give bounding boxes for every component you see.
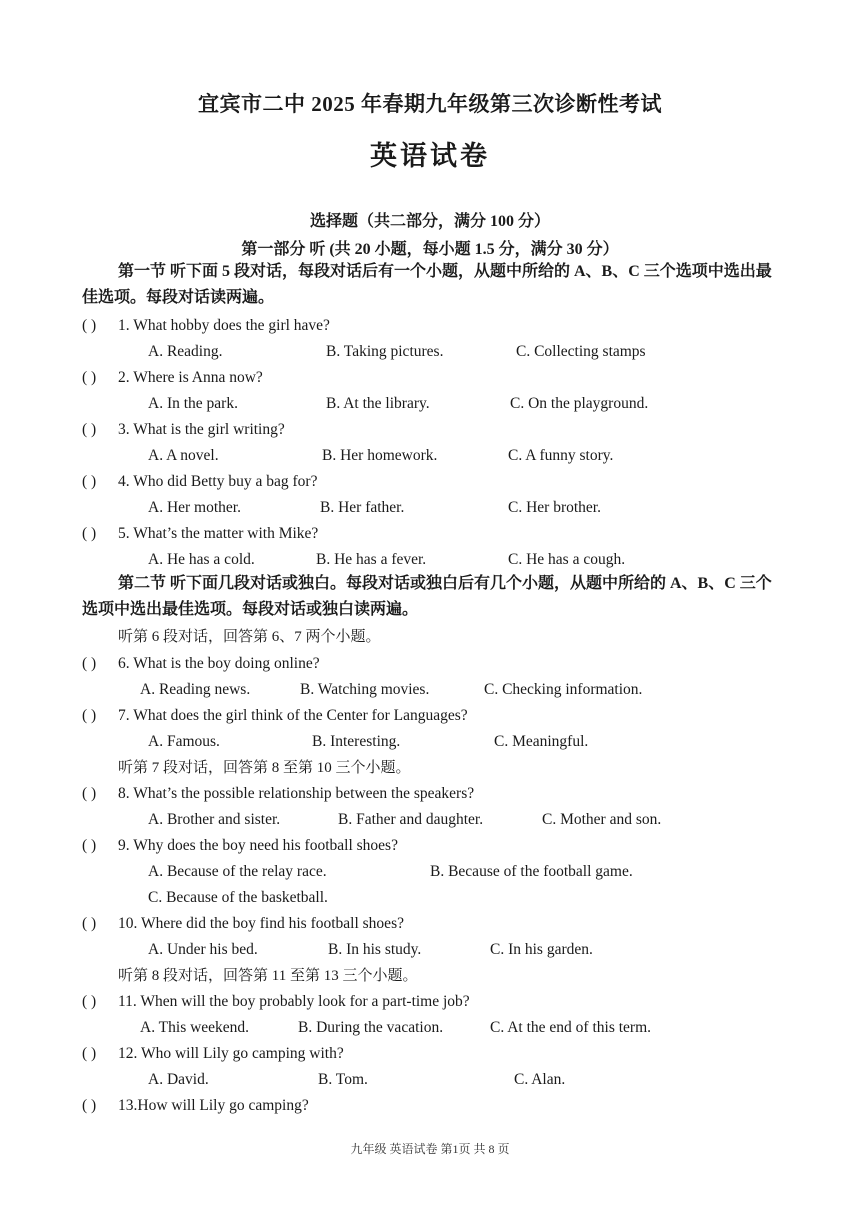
answer-blank: ( ) (82, 993, 97, 1010)
option-b: B. Taking pictures. (326, 343, 444, 360)
section1-instruction: 第一节 听下面 5 段对话，每段对话后有一个小题，从题中所给的 A、B、C 三个选项中选出最佳选项。每段对话读两遍。 (82, 263, 772, 306)
question-8 (82, 784, 474, 804)
option-a: A. David. (148, 1071, 209, 1088)
option-b: B. Watching movies. (300, 681, 430, 698)
option-c: C. On the playground. (510, 395, 649, 412)
question-2 (82, 368, 263, 388)
option-a: A. Brother and sister. (148, 811, 281, 828)
option-a: A. This weekend. (140, 1019, 250, 1036)
answer-blank: ( ) (82, 1097, 97, 1114)
answer-blank: ( ) (82, 369, 97, 386)
answer-blank: ( ) (82, 421, 97, 438)
option-b: B. Interesting. (312, 733, 401, 750)
option-b: B. Tom. (318, 1071, 368, 1088)
answer-blank: ( ) (82, 707, 97, 724)
option-a: A. Because of the relay race. (148, 863, 327, 880)
option-c: C. Meaningful. (494, 733, 589, 750)
option-c: C. A funny story. (508, 447, 614, 464)
question-stem: 4. Who did Betty buy a bag for? (118, 473, 318, 490)
dialogue-6-note: 听第 6 段对话，回答第 6、7 两个小题。 (118, 629, 381, 645)
dialogue-8-note: 听第 8 段对话，回答第 11 至第 13 三个小题。 (118, 968, 418, 984)
question-stem: 5. What’s the matter with Mike? (118, 525, 319, 542)
question-13 (82, 1096, 309, 1116)
question-1 (82, 316, 330, 336)
question-stem: 7. What does the girl think of the Center for Languages? (118, 707, 468, 724)
answer-blank: ( ) (82, 655, 97, 672)
option-c: C. Alan. (514, 1071, 566, 1088)
option-b: B. He has a fever. (316, 551, 427, 568)
option-b: B. Father and daughter. (338, 811, 484, 828)
dialogue-7-note: 听第 7 段对话，回答第 8 至第 10 三个小题。 (118, 760, 411, 776)
option-b: B. At the library. (326, 395, 430, 412)
question-stem: 12. Who will Lily go camping with? (118, 1045, 344, 1062)
option-c: C. Because of the basketball. (148, 889, 328, 906)
option-c: C. At the end of this term. (490, 1019, 652, 1036)
option-a: A. Under his bed. (148, 941, 258, 958)
question-stem: 13.How will Lily go camping? (118, 1097, 309, 1114)
part1-heading: 第一部分 听 (共 20 小题，每小题 1.5 分，满分 30 分） (241, 241, 619, 258)
option-c: C. He has a cough. (508, 551, 626, 568)
question-3 (82, 420, 285, 440)
question-stem: 10. Where did the boy find his football shoes? (118, 915, 404, 932)
option-b: B. Her homework. (322, 447, 438, 464)
option-c: C. Mother and son. (542, 811, 662, 828)
option-c: C. Checking information. (484, 681, 643, 698)
page-footer: 九年级 英语试卷 第1页 共 8 页 (350, 1142, 510, 1156)
option-a: A. Her mother. (148, 499, 241, 516)
option-a: A. He has a cold. (148, 551, 255, 568)
answer-blank: ( ) (82, 317, 97, 334)
question-stem: 6. What is the boy doing online? (118, 655, 320, 672)
answer-blank: ( ) (82, 915, 97, 932)
question-12 (82, 1044, 344, 1064)
answer-blank: ( ) (82, 837, 97, 854)
school-title: 宜宾市二中 2025 年春期九年级第三次诊断性考试 (198, 92, 662, 116)
question-9 (82, 836, 398, 856)
option-c: C. In his garden. (490, 941, 593, 958)
option-b: B. Because of the football game. (430, 863, 633, 880)
option-c: C. Her brother. (508, 499, 601, 516)
paper-title: 英语试卷 (370, 141, 490, 171)
question-5 (82, 524, 318, 544)
question-4 (82, 472, 317, 492)
option-a: A. Reading news. (140, 681, 251, 698)
question-stem: 1. What hobby does the girl have? (118, 317, 330, 334)
question-11 (82, 992, 470, 1012)
section2-instruction: 第二节 听下面几段对话或独白。每段对话或独白后有几个小题，从题中所给的 A、B、C 三个选项中选出最佳选项。每段对话或独白读两遍。 (82, 575, 772, 618)
answer-blank: ( ) (82, 525, 97, 542)
option-a: A. In the park. (148, 395, 238, 412)
answer-blank: ( ) (82, 1045, 97, 1062)
question-stem: 3. What is the girl writing? (118, 421, 285, 438)
section-main-heading: 选择题（共二部分，满分 100 分） (309, 213, 550, 230)
question-stem: 8. What’s the possible relationship between the speakers? (118, 785, 475, 802)
question-7 (82, 706, 468, 726)
answer-blank: ( ) (82, 473, 97, 490)
question-10 (82, 914, 404, 934)
option-c: C. Collecting stamps (516, 343, 646, 360)
option-b: B. Her father. (320, 499, 405, 516)
option-a: A. Reading. (148, 343, 223, 360)
option-a: A. Famous. (148, 733, 220, 750)
answer-blank: ( ) (82, 785, 97, 802)
question-stem: 2. Where is Anna now? (118, 369, 263, 386)
question-stem: 9. Why does the boy need his football shoes? (118, 837, 398, 854)
option-b: B. In his study. (328, 941, 422, 958)
option-b: B. During the vacation. (298, 1019, 444, 1036)
question-6 (82, 654, 320, 674)
option-a: A. A novel. (148, 447, 219, 464)
question-stem: 11. When will the boy probably look for a part-time job? (118, 993, 470, 1010)
